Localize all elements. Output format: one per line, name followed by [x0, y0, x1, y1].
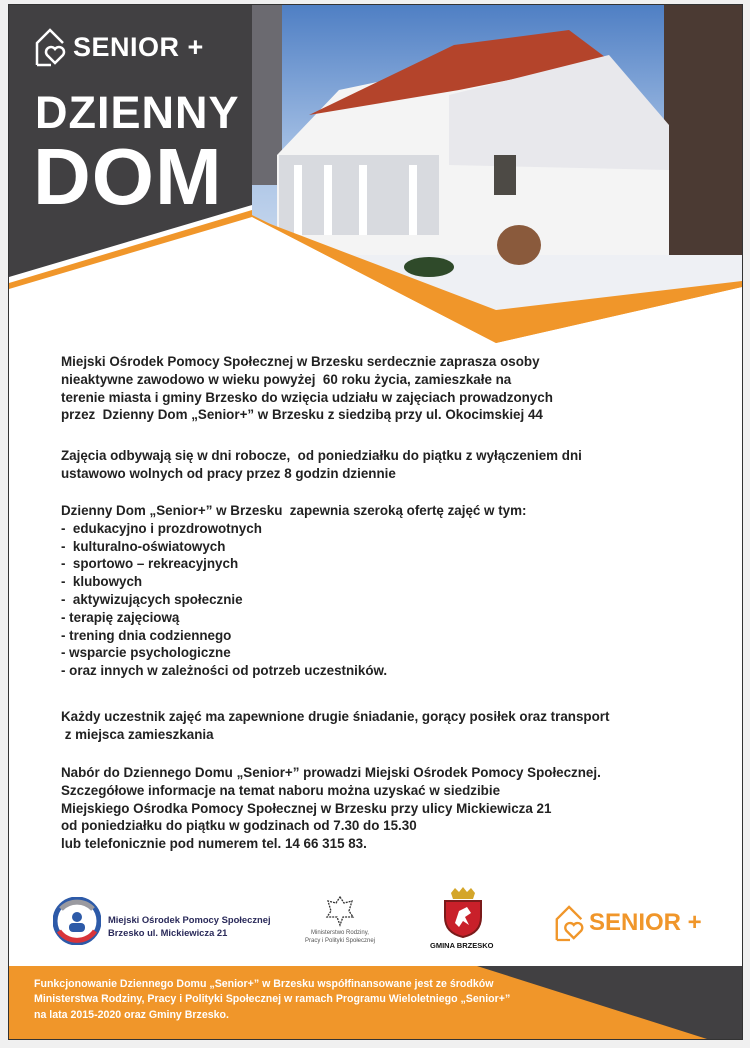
meals-paragraph — [61, 708, 609, 744]
ministry-logo-text — [303, 929, 377, 945]
offer-list — [61, 502, 526, 680]
funding-line: na lata 2015-2020 oraz Gminy Brzesko. — [34, 1008, 229, 1021]
text-line: Miejski Ośrodek Pomocy Społecznej w Brzesku serdecznie zaprasza osoby — [61, 354, 540, 369]
house-heart-icon — [553, 904, 587, 942]
list-item: - terapię zajęciową — [61, 609, 180, 625]
text-line: lub telefonicznie pod numerem tel. 14 66 315 83. — [61, 836, 367, 852]
text-line: nieaktywne zawodowo w wieku powyżej 60 roku życia, zamieszkałe na — [61, 371, 512, 387]
text-line: Szczegółowe informacje na temat naboru można uzyskać w siedzibie — [61, 782, 501, 798]
mops-logo-text — [108, 913, 271, 939]
text-line: od poniedziałku do piątku w godzinach od 7.30 do 15.30 — [61, 818, 417, 834]
list-item: - edukacyjno i prozdrowotnych — [61, 520, 262, 536]
funding-line: Ministerstwa Rodziny, Pracy i Polityki Społecznej w ramach Programu Wieloletniego „Senior+” — [34, 993, 511, 1006]
senior-plus-brand — [33, 27, 204, 67]
mops-address: Brzesko ul. Mickiewicza 21 — [108, 927, 228, 938]
text-line: terenie miasta i gminy Brzesko do wzięcia udziału w zajęciach prowadzonych — [61, 389, 553, 405]
list-item: - trening dnia codziennego — [61, 627, 232, 643]
text-line: Nabór do Dziennego Domu „Senior+” prowadzi Miejski Ośrodek Pomocy Społecznej. — [61, 765, 601, 780]
funding-line: Funkcjonowanie Dziennego Domu „Senior+” w Brzesku współfinansowane jest ze środków — [34, 978, 494, 990]
schedule-paragraph — [61, 447, 582, 483]
house-heart-icon — [33, 27, 69, 67]
text-line: z miejsca zamieszkania — [61, 726, 214, 742]
gmina-logo-text: GMINA BRZESKO — [430, 941, 494, 950]
gmina-coat-of-arms-icon — [441, 887, 485, 939]
text-line: Zajęcia odbywają się w dni robocze, od poniedziałku do piątku z wyłączeniem dni — [61, 448, 582, 463]
list-item: - oraz innych w zależności od potrzeb uczestników. — [61, 663, 388, 679]
ministry-line: Pracy i Polityki Społecznej — [304, 938, 376, 944]
intro-paragraph — [61, 353, 553, 424]
eagle-emblem-icon — [325, 895, 355, 927]
brand-text: SENIOR + — [73, 31, 204, 62]
senior-plus-logo-text: SENIOR + — [589, 909, 702, 936]
offer-intro: Dzienny Dom „Senior+” w Brzesku zapewnia szeroką ofertę zajęć w tym: — [61, 503, 527, 518]
senior-plus-logo — [553, 904, 702, 942]
poster — [8, 4, 743, 1040]
list-item: - sportowo – rekreacyjnych — [61, 556, 239, 572]
mops-logo-icon — [53, 897, 101, 945]
funding-note — [34, 977, 510, 1023]
text-line: Miejskiego Ośrodka Pomocy Społecznej w Brzesku przy ulicy Mickiewicza 21 — [61, 800, 552, 816]
list-item: - wsparcie psychologiczne — [61, 645, 231, 661]
text-line: Każdy uczestnik zajęć ma zapewnione drugie śniadanie, gorący posiłek oraz transport — [61, 709, 610, 724]
ministry-line: Ministerstwo Rodziny, — [311, 930, 369, 936]
recruitment-paragraph — [61, 764, 601, 853]
title-dzienny: DZIENNY — [35, 87, 240, 138]
text-line: ustawowo wolnych od pracy przez 8 godzin dziennie — [61, 465, 396, 481]
list-item: - kulturalno-oświatowych — [61, 538, 226, 554]
title-dom: DOM — [33, 132, 223, 221]
list-item: - aktywizujących społecznie — [61, 591, 243, 607]
text-line: przez Dzienny Dom „Senior+” w Brzesku z siedzibą przy ul. Okocimskiej 44 — [61, 407, 543, 423]
mops-name: Miejski Ośrodek Pomocy Społecznej — [108, 914, 271, 925]
list-item: - klubowych — [61, 574, 143, 590]
